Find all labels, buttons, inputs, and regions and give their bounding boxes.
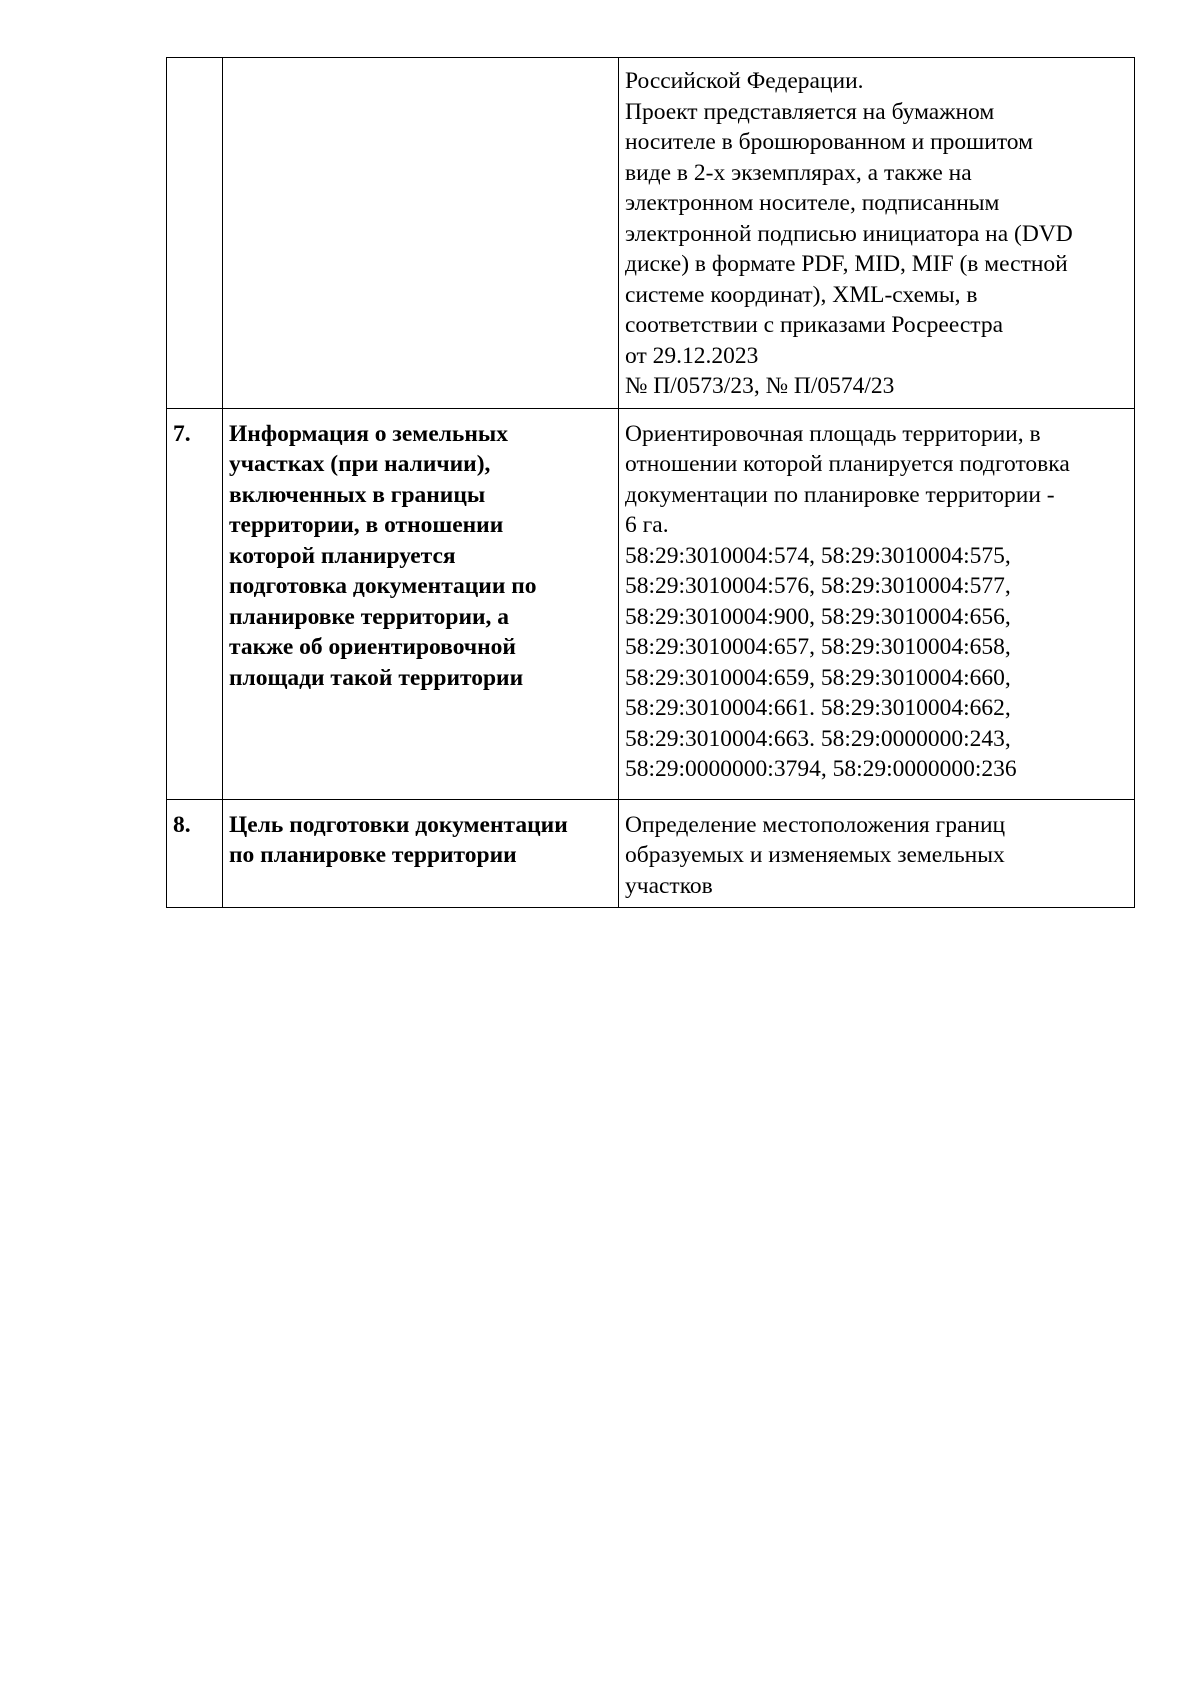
name-line: подготовка документации по <box>229 573 537 599</box>
value-line: 58:29:3010004:661. 58:29:3010004:662, <box>625 695 1011 721</box>
row-value-cell <box>619 799 1135 908</box>
value-line: 58:29:3010004:574, 58:29:3010004:575, <box>625 542 1011 569</box>
name-line: участках (при наличии), <box>229 451 491 477</box>
value-line: 58:29:3010004:576, 58:29:3010004:577, <box>625 573 1011 599</box>
row-value-cell <box>619 58 1135 409</box>
value-line: 58:29:3010004:659, 58:29:3010004:660, <box>625 664 1011 691</box>
value-line: 6 га. <box>625 512 669 538</box>
value-line: системе координат), XML-схемы, в <box>625 281 978 308</box>
value-line: участков <box>625 872 713 899</box>
value-line: соответствии с приказами Росреестра <box>625 312 1004 338</box>
name-line: планировке территории, а <box>229 603 510 630</box>
value-line: образуемых и изменяемых земельных <box>625 842 1005 868</box>
value-line: 58:29:3010004:657, 58:29:3010004:658, <box>625 634 1011 660</box>
table-row-continuation <box>167 58 1135 409</box>
name-line: которой планируется <box>229 542 456 569</box>
row-name-cell <box>223 58 619 409</box>
value-line: отношении которой планируется подготовка <box>625 451 1070 477</box>
row-name-cell <box>223 408 619 799</box>
name-line: территории, в отношении <box>229 512 504 538</box>
name-line: Информация о земельных <box>229 420 508 447</box>
value-line: 58:29:3010004:663. 58:29:0000000:243, <box>625 725 1011 752</box>
value-line: Российской Федерации. <box>625 68 864 94</box>
value-line: от 29.12.2023 <box>625 342 759 369</box>
row-value-cell <box>619 408 1135 799</box>
name-line: Цель подготовки документации <box>229 811 568 838</box>
name-line: по планировке территории <box>229 842 517 868</box>
name-line: площади такой территории <box>229 664 524 691</box>
document-table <box>166 57 1135 908</box>
row-number-cell: 8. <box>167 799 223 908</box>
value-line: электронном носителе, подписанным <box>625 190 1000 216</box>
value-line: электронной подписью инициатора на (DVD <box>625 220 1073 247</box>
row-name-cell <box>223 799 619 908</box>
value-line: 58:29:3010004:900, 58:29:3010004:656, <box>625 603 1011 630</box>
value-line: диске) в формате PDF, MID, MIF (в местной <box>625 251 1068 277</box>
row-number-cell <box>167 58 223 409</box>
row-number-cell: 7. <box>167 408 223 799</box>
name-line: также об ориентировочной <box>229 634 516 660</box>
value-line: № П/0573/23, № П/0574/23 <box>625 373 895 399</box>
table-row-8 <box>167 799 1135 908</box>
value-line: Определение местоположения границ <box>625 811 1006 838</box>
value-line: Ориентировочная площадь территории, в <box>625 420 1041 447</box>
value-line: виде в 2-х экземплярах, а также на <box>625 159 972 186</box>
name-line: включенных в границы <box>229 481 486 508</box>
value-line: документации по планировке территории - <box>625 481 1055 508</box>
value-line: 58:29:0000000:3794, 58:29:0000000:236 <box>625 756 1017 782</box>
table-row-7 <box>167 408 1135 799</box>
value-line: носителе в брошюрованном и прошитом <box>625 129 1033 155</box>
value-line: Проект представляется на бумажном <box>625 98 995 125</box>
